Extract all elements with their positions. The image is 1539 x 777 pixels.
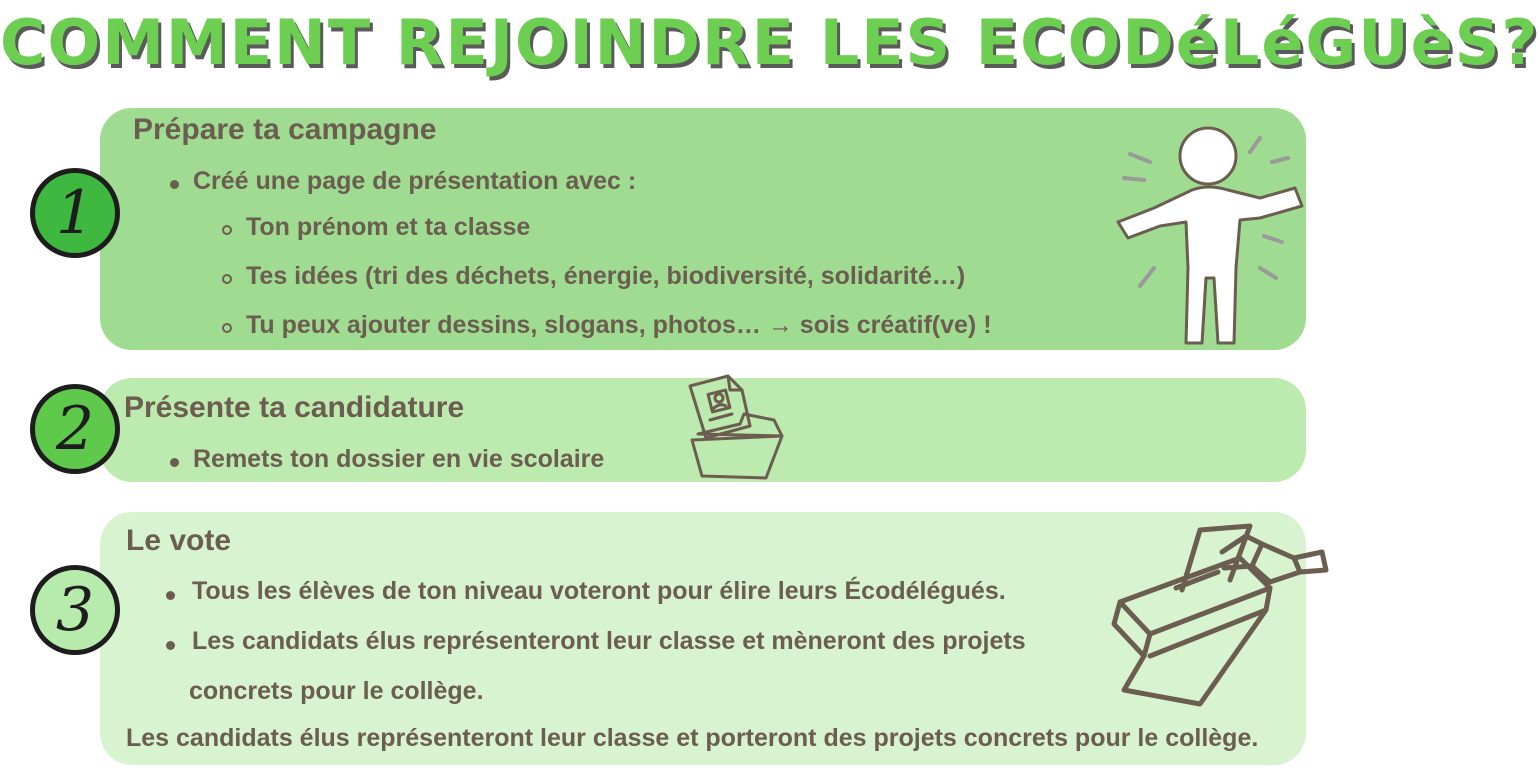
step-1-badge bbox=[30, 168, 120, 258]
step-3-badge bbox=[30, 565, 120, 655]
step-1-sub-item-3: Tu peux ajouter dessins, slogans, photos… → sois créatif(ve) ! bbox=[246, 311, 992, 339]
step-2-heading: Présente ta candidature bbox=[124, 391, 465, 424]
folder-document-icon bbox=[682, 372, 792, 484]
sub-bullet-dot bbox=[222, 274, 232, 284]
step-3-bullet-1: Tous les élèves de ton niveau voteront pour élire leurs Écodélégués. bbox=[192, 577, 1006, 605]
step-3-footer: Les candidats élus représenteront leur classe et porteront des projets concrets pour le collège. bbox=[126, 724, 1259, 752]
sub-bullet-dot bbox=[222, 225, 232, 235]
step-3-heading: Le vote bbox=[126, 524, 232, 557]
bullet-dot bbox=[170, 180, 179, 189]
step-1-number: 1 bbox=[55, 178, 95, 248]
step-3-number: 3 bbox=[55, 575, 95, 645]
step-1-bullet: Créé une page de présentation avec : bbox=[193, 167, 637, 195]
step-1-sub-item-1: Ton prénom et ta classe bbox=[246, 213, 531, 241]
step-1-sub-item-2: Tes idées (tri des déchets, énergie, biodiversité, solidarité…) bbox=[246, 262, 966, 290]
step-2-badge bbox=[30, 384, 120, 474]
step-2-bullet: Remets ton dossier en vie scolaire bbox=[193, 445, 605, 473]
sub-bullet-dot bbox=[222, 323, 232, 333]
step-2-number: 2 bbox=[55, 394, 95, 464]
bullet-dot bbox=[166, 591, 175, 600]
person-arms-open-icon bbox=[1110, 118, 1305, 348]
step-3-bullet-2: Les candidats élus représenteront leur classe et mèneront des projets bbox=[192, 627, 1026, 655]
step-1-heading: Prépare ta campagne bbox=[133, 113, 437, 146]
page-title: COMMENT REJOINDRE LES ECODéLéGUèS? bbox=[0, 6, 1539, 79]
bullet-dot bbox=[166, 641, 175, 650]
step-3-bullet-2-continued: concrets pour le collège. bbox=[189, 677, 484, 705]
ballot-box-icon bbox=[1090, 522, 1330, 712]
bullet-dot bbox=[170, 458, 179, 467]
